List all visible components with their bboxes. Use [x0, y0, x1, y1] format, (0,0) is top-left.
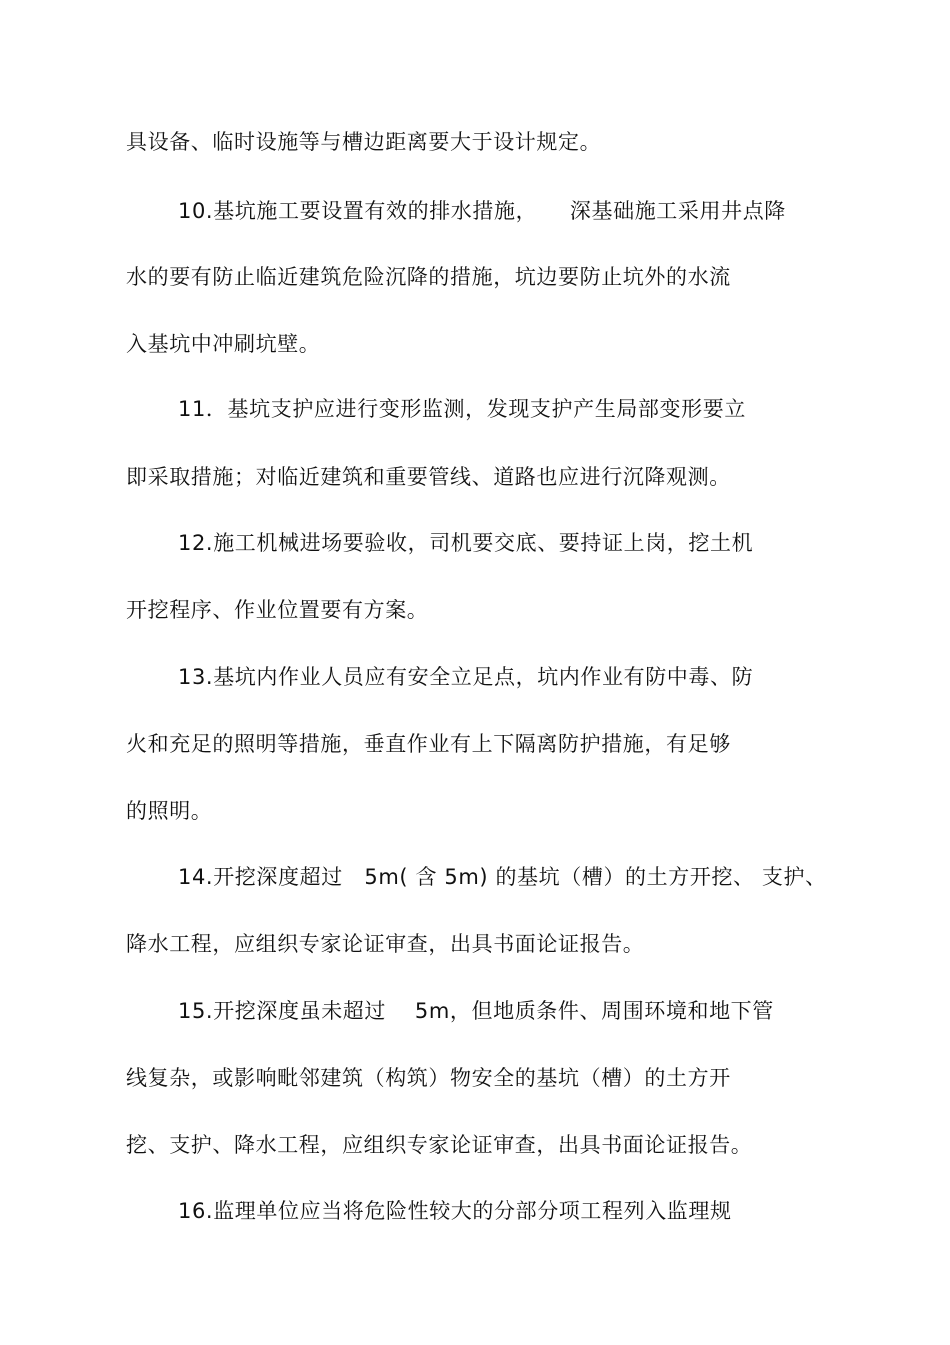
- text-line: 具设备、临时设施等与槽边距离要大于设计规定。: [126, 130, 602, 154]
- text-line: 12.施工机械进场要验收，司机要交底、要持证上岗，挖土机: [178, 531, 754, 555]
- text-line: 开挖程序、作业位置要有方案。: [126, 598, 429, 622]
- text-line: 14.开挖深度超过 5m( 含 5m) 的基坑（槽）的土方开挖、 支护、: [178, 865, 827, 889]
- text-line: 入基坑中冲刷坑壁。: [126, 332, 321, 356]
- text-line: 13.基坑内作业人员应有安全立足点，坑内作业有防中毒、防: [178, 665, 754, 689]
- text-line: 10.基坑施工要设置有效的排水措施， 深基础施工采用井点降: [178, 199, 786, 223]
- text-line: 降水工程，应组织专家论证审查，出具书面论证报告。: [126, 932, 645, 956]
- text-line: 的照明。: [126, 799, 213, 823]
- text-line: 即采取措施；对临近建筑和重要管线、道路也应进行沉降观测。: [126, 465, 731, 489]
- text-line: 15.开挖深度虽未超过 5m，但地质条件、周围环境和地下管: [178, 999, 774, 1023]
- text-line: 线复杂，或影响毗邻建筑（构筑）物安全的基坑（槽）的土方开: [126, 1066, 731, 1090]
- text-line: 挖、支护、降水工程，应组织专家论证审查，出具书面论证报告。: [126, 1133, 753, 1157]
- text-line: 11．基坑支护应进行变形监测，发现支护产生局部变形要立: [178, 397, 746, 421]
- text-line: 水的要有防止临近建筑危险沉降的措施，坑边要防止坑外的水流: [126, 265, 731, 289]
- text-line: 16.监理单位应当将危险性较大的分部分项工程列入监理规: [178, 1199, 732, 1223]
- text-line: 火和充足的照明等措施，垂直作业有上下隔离防护措施，有足够: [126, 732, 731, 756]
